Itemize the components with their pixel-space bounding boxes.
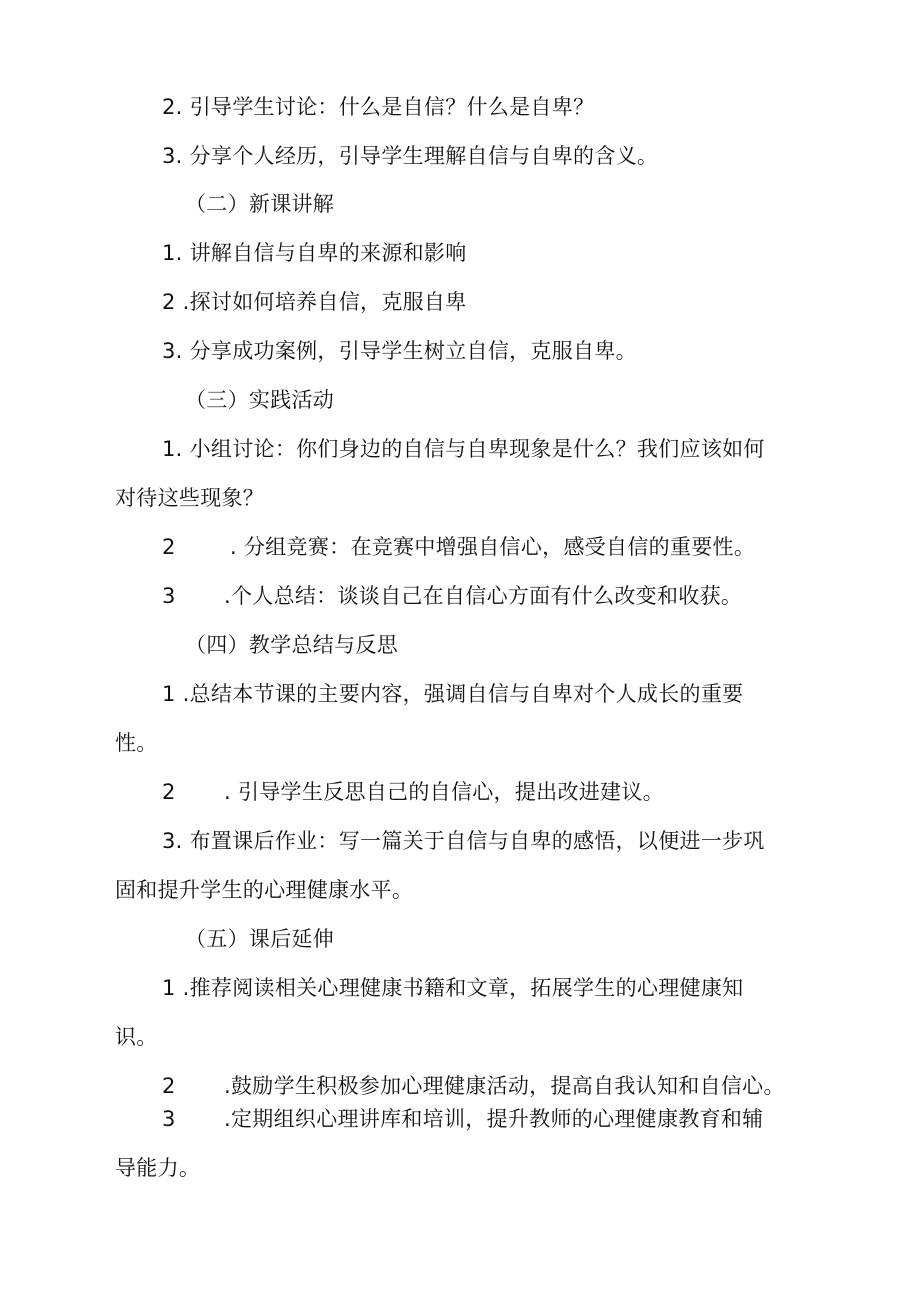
item-number: 2	[162, 95, 176, 119]
item-text: . 分组竞赛：在竞赛中增强自信心，感受自信的重要性。	[230, 535, 756, 559]
item-text: .推荐阅读相关心理健康书籍和文章，拓展学生的心理健康知	[175, 976, 744, 1000]
paragraph-line	[162, 337, 637, 365]
paragraph-line	[162, 1105, 763, 1133]
item-text: . 分享成功案例，引导学生树立自信，克服自卑。	[175, 339, 637, 363]
item-number: 3	[162, 829, 176, 853]
paragraph-line	[162, 239, 467, 267]
item-text: .定期组织心理讲库和培训，提升教师的心理健康教育和辅	[224, 1107, 764, 1131]
item-text: . 引导学生讨论：什么是自信？什么是自卑？	[175, 95, 595, 119]
item-number: 2	[162, 1074, 176, 1098]
item-number: 3	[162, 144, 176, 168]
section-heading	[185, 190, 334, 218]
item-text: 识。	[115, 1025, 158, 1049]
item-text: 对待这些现象？	[115, 486, 265, 510]
paragraph-line-continued	[115, 876, 413, 904]
paragraph-line	[162, 93, 594, 121]
item-text: . 讲解自信与自卑的来源和影响	[175, 241, 467, 265]
paragraph-line	[162, 435, 765, 463]
item-text: 导能力。	[115, 1156, 201, 1180]
paragraph-line	[162, 778, 664, 806]
item-text: . 分享个人经历，引导学生理解自信与自卑的含义。	[175, 144, 659, 168]
item-text: 性。	[115, 731, 158, 755]
item-text: .鼓励学生积极参加心理健康活动，提高自我认知和自信心。	[224, 1074, 785, 1098]
item-number: 2	[162, 535, 176, 559]
item-text: .探讨如何培养自信，克服自卑	[175, 290, 467, 314]
paragraph-line	[162, 533, 755, 561]
item-text: .总结本节课的主要内容，强调自信与自卑对个人成长的重要	[175, 682, 744, 706]
item-text: .个人总结：谈谈自己在自信心方面有什么改变和收获。	[224, 584, 743, 608]
item-text: . 小组讨论：你们身边的自信与自卑现象是什么？我们应该如何	[175, 437, 765, 461]
paragraph-line	[162, 680, 743, 708]
section-heading	[185, 631, 398, 659]
section-heading-text: （二）新课讲解	[185, 192, 335, 216]
paragraph-line-continued	[115, 1023, 158, 1051]
item-number: 1	[162, 682, 176, 706]
paragraph-line	[162, 288, 467, 316]
section-heading	[185, 925, 334, 953]
paragraph-line	[162, 974, 743, 1002]
item-number: 3	[162, 1107, 176, 1131]
paragraph-line	[162, 142, 658, 170]
item-number: 3	[162, 339, 176, 363]
paragraph-line-continued	[115, 1154, 200, 1182]
item-text: . 布置课后作业：写一篇关于自信与自卑的感悟，以便进一步巩	[175, 829, 765, 853]
item-number: 1	[162, 241, 176, 265]
paragraph-line-continued	[115, 484, 264, 512]
item-number: 3	[162, 584, 176, 608]
item-number: 1	[162, 437, 176, 461]
item-text: . 引导学生反思自己的自信心，提出改进建议。	[224, 780, 664, 804]
section-heading-text: （五）课后延伸	[185, 927, 335, 951]
paragraph-line	[162, 827, 765, 855]
paragraph-line-continued	[115, 729, 158, 757]
paragraph-line	[162, 582, 742, 610]
section-heading	[185, 386, 334, 414]
item-number: 2	[162, 290, 176, 314]
section-heading-text: （四）教学总结与反思	[185, 633, 398, 657]
item-number: 1	[162, 976, 176, 1000]
section-heading-text: （三）实践活动	[185, 388, 335, 412]
paragraph-line	[162, 1072, 785, 1100]
item-number: 2	[162, 780, 176, 804]
item-text: 固和提升学生的心理健康水平。	[115, 878, 414, 902]
